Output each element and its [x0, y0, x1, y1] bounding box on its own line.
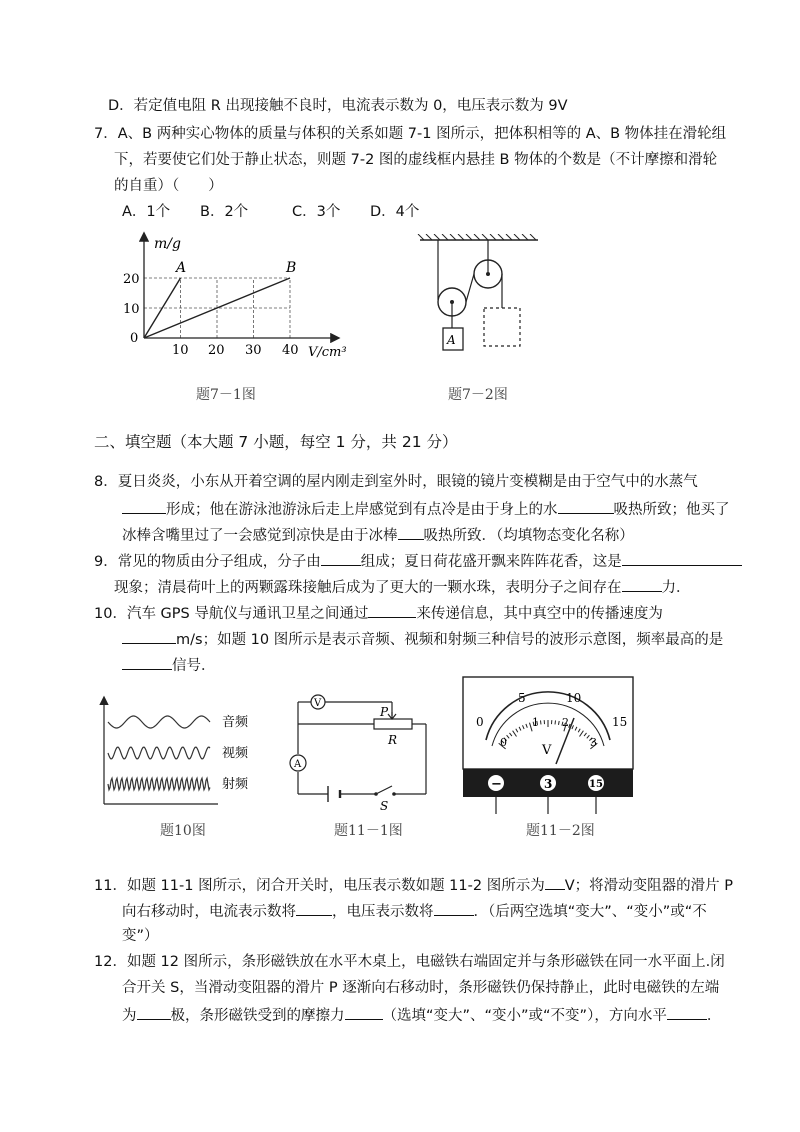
fig10-waveforms [98, 692, 278, 812]
q9-line-2: 现象；清晨荷叶上的两颗露珠接触后成为了更大的一颗水珠，表明分子之间存在 力． [114, 576, 691, 598]
q9-line-1: 9．常见的物质由分子组成，分子由 组成；夏日荷花盛开飘来阵阵花香，这是 [94, 550, 742, 572]
top-scale-15: 15 [612, 715, 628, 729]
resistor-r-label: R [388, 733, 398, 747]
top-scale-5: 5 [518, 691, 526, 705]
slider-p-label: P [380, 705, 389, 719]
fig7-1-caption: 题7－1图 [196, 387, 256, 403]
section-2-title: 二、填空题（本大题 7 小题，每空 1 分，共 21 分） [94, 433, 458, 451]
q7-line-1: 7．A、B 两种实心物体的质量与体积的关系如题 7-1 图所示，把体积相等的 A、B 物体挂在滑轮组 [94, 126, 727, 142]
q7-option-d: D．4个 [370, 204, 420, 220]
y-axis-label: m/g [154, 236, 181, 252]
voltmeter-label: V [314, 698, 322, 709]
dial-tick [555, 720, 556, 724]
q12-line-3: 为 极，条形磁铁受到的摩擦力 （选填“变大”、“变小”或“不变”），方向水平 ． [122, 1004, 721, 1026]
q7-line-2: 下，若要使它们处于静止状态，则题 7-2 图的虚线框内悬挂 B 物体的个数是（不计摩擦和滑轮 [114, 152, 718, 168]
bottom-scale-0: 0 [500, 736, 507, 749]
q12-blank-3[interactable] [667, 1004, 707, 1020]
q8-line-3: 冰棒含嘴里过了一会感觉到凉快是由于冰棒 吸热所致．（均填物态变化名称） [122, 524, 634, 546]
q9-blank-1[interactable] [321, 550, 361, 566]
q6-option-d: D．若定值电阻 R 出现接触不良时，电流表示数为 0，电压表示数为 9V [108, 98, 568, 114]
bottom-scale-1: 1 [532, 716, 539, 729]
video-label: 视频 [222, 746, 249, 761]
fig11-1-circuit [284, 682, 444, 812]
dial-tick [541, 720, 542, 724]
q9-blank-2[interactable] [622, 550, 742, 566]
q11-blank-3[interactable] [434, 900, 474, 916]
q11-blank-2[interactable] [296, 900, 332, 916]
fig10-caption: 题10图 [160, 823, 206, 839]
q11-blank-1[interactable] [545, 874, 565, 890]
unit-label: V [542, 743, 552, 758]
q7-option-c: C．3个 [292, 204, 341, 220]
radio-wave [108, 778, 210, 789]
dial-tick [559, 721, 560, 725]
fig11-1-caption: 题11－1图 [334, 823, 403, 839]
terminal-15: 15 [589, 779, 603, 790]
x-tick-30: 30 [245, 343, 262, 358]
q11-line-3: 变”） [122, 928, 159, 944]
x-tick-20: 20 [208, 343, 225, 358]
bottom-scale-2: 2 [562, 716, 569, 729]
y-tick-20: 20 [123, 272, 140, 287]
q12-blank-1[interactable] [137, 1004, 171, 1020]
q8-blank-2[interactable] [558, 498, 614, 514]
fig7-2-caption: 题7－2图 [448, 387, 508, 403]
x-axis-label: V/cm³ [308, 345, 347, 360]
block-a-label: A [447, 333, 456, 347]
radio-label: 射频 [222, 777, 249, 792]
point-a-label: A [176, 260, 187, 276]
q10-blank-3[interactable] [122, 654, 172, 670]
bottom-scale-3: 3 [590, 736, 597, 749]
terminal-negative: − [491, 777, 502, 792]
q8-line-2: 形成；他在游泳池游泳后走上岸感觉到有点冷是由于身上的水 吸热所致；他买了 [122, 498, 730, 520]
q8-line-1: 8．夏日炎炎，小东从开着空调的屋内刚走到室外时，眼镜的镜片变模糊是由于空气中的水蒸气 [94, 474, 698, 490]
q7-option-b: B．2个 [200, 204, 249, 220]
q11-line-1: 11．如题 11-1 图所示，闭合开关时，电压表示数如题 11-2 图所示为 V；将滑动变阻器的滑片 P [94, 874, 733, 896]
top-scale-10: 10 [566, 691, 582, 705]
fig11-2-caption: 题11－2图 [526, 823, 595, 839]
q8-blank-1[interactable] [122, 498, 166, 514]
fig11-2-voltmeter [462, 676, 634, 816]
x-tick-40: 40 [282, 343, 299, 358]
q7-option-a: A．1个 [122, 204, 171, 220]
q10-line-2: m/s；如题 10 图所示是表示音频、视频和射频三种信号的波形示意图，频率最高的是 [122, 628, 723, 650]
dashed-box [484, 308, 520, 346]
q11-line-2: 向右移动时，电流表示数将 ，电压表示数将 ．（后两空选填“变大”、“变小”或“不 [122, 900, 707, 922]
audio-label: 音频 [222, 715, 249, 730]
terminal-3: 3 [544, 777, 553, 791]
top-scale-0: 0 [476, 715, 484, 729]
q12-blank-2[interactable] [345, 1004, 383, 1020]
fig7-2-pulley [416, 234, 546, 364]
point-b-label: B [286, 260, 297, 276]
audio-wave [108, 716, 210, 728]
y-tick-0: 0 [130, 331, 139, 346]
y-tick-10: 10 [123, 302, 140, 317]
q8-blank-3[interactable] [398, 524, 424, 540]
video-wave [108, 747, 210, 759]
q10-line-1: 10．汽车 GPS 导航仪与通讯卫星之间通过 来传递信息，其中真空中的传播速度为 [94, 602, 663, 624]
ammeter-label: A [294, 759, 302, 770]
q9-blank-3[interactable] [622, 576, 662, 592]
q10-line-3: 信号． [122, 654, 216, 676]
q7-line-3: 的自重）（ ） [114, 178, 223, 194]
x-tick-10: 10 [172, 343, 189, 358]
q10-blank-2[interactable] [122, 628, 176, 644]
fig7-1-graph [120, 228, 370, 368]
switch-s-label: S [380, 799, 389, 812]
q12-line-2: 合开关 S，当滑动变阻器的滑片 P 逐渐向右移动时，条形磁铁仍保持静止，此时电磁铁的左端 [122, 980, 720, 996]
q12-line-1: 12．如题 12 图所示，条形磁铁放在水平木桌上，电磁铁右端固定并与条形磁铁在同一水平面上.闭 [94, 954, 725, 970]
q10-blank-1[interactable] [368, 602, 416, 618]
